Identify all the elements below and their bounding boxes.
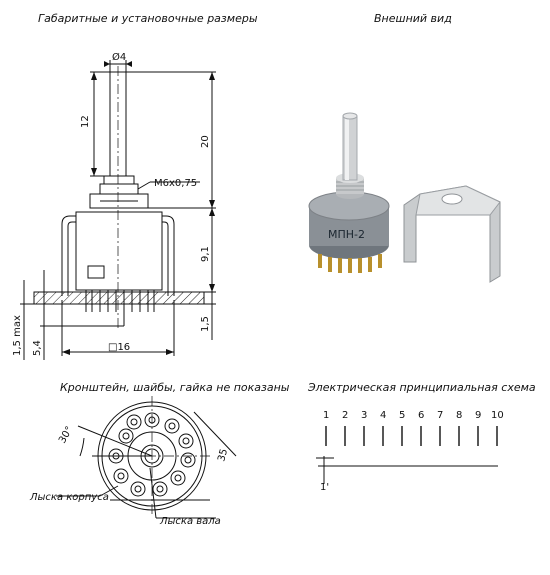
component-photo (309, 113, 500, 282)
board-section (34, 292, 204, 304)
dim-shaft-diameter: Ø4 (112, 52, 127, 63)
dim-body-height: 9,1 (200, 246, 211, 262)
bottom-diameter: 35 (216, 447, 231, 463)
bottom-angle: 30° (57, 424, 76, 446)
appearance-title: Внешний вид (374, 12, 452, 25)
contact-label-5: 5 (399, 410, 406, 421)
dim-shaft-length: 12 (80, 115, 91, 128)
contact-label-8: 8 (456, 410, 463, 421)
dim-thread: M6x0,75 (154, 178, 198, 189)
photo-label: МПН-2 (328, 228, 366, 241)
contact-label-3: 3 (361, 410, 368, 421)
bottom-view-title: Кронштейн, шайбы, гайка не показаны (60, 381, 290, 394)
dim-max-offset: 1,5 max (12, 315, 23, 356)
shaft-flat-label: Лыска вала (160, 516, 221, 527)
contact-label-4: 4 (380, 410, 387, 421)
contact-group (323, 410, 504, 446)
dim-bottom-offset: 5,4 (32, 340, 43, 356)
common-contact-label: 1' (320, 482, 330, 493)
contact-label-2: 2 (342, 410, 349, 421)
schematic-drawing (316, 456, 498, 484)
contact-label-1: 1 (323, 410, 330, 421)
dim-total-height: 20 (200, 135, 211, 148)
contact-label-7: 7 (437, 410, 444, 421)
contact-label-9: 9 (475, 410, 482, 421)
dimensions-title: Габаритные и установочные размеры (38, 12, 258, 25)
contact-label-10: 10 (491, 410, 504, 421)
contact-label-6: 6 (418, 410, 425, 421)
dim-body-width: □16 (108, 342, 131, 353)
bushing-outline (100, 184, 138, 194)
schematic-title: Электрическая принципиальная схема (308, 381, 536, 394)
body-flat-label: Лыска корпуса (30, 492, 109, 503)
dim-pin-length: 1,5 (200, 316, 211, 332)
